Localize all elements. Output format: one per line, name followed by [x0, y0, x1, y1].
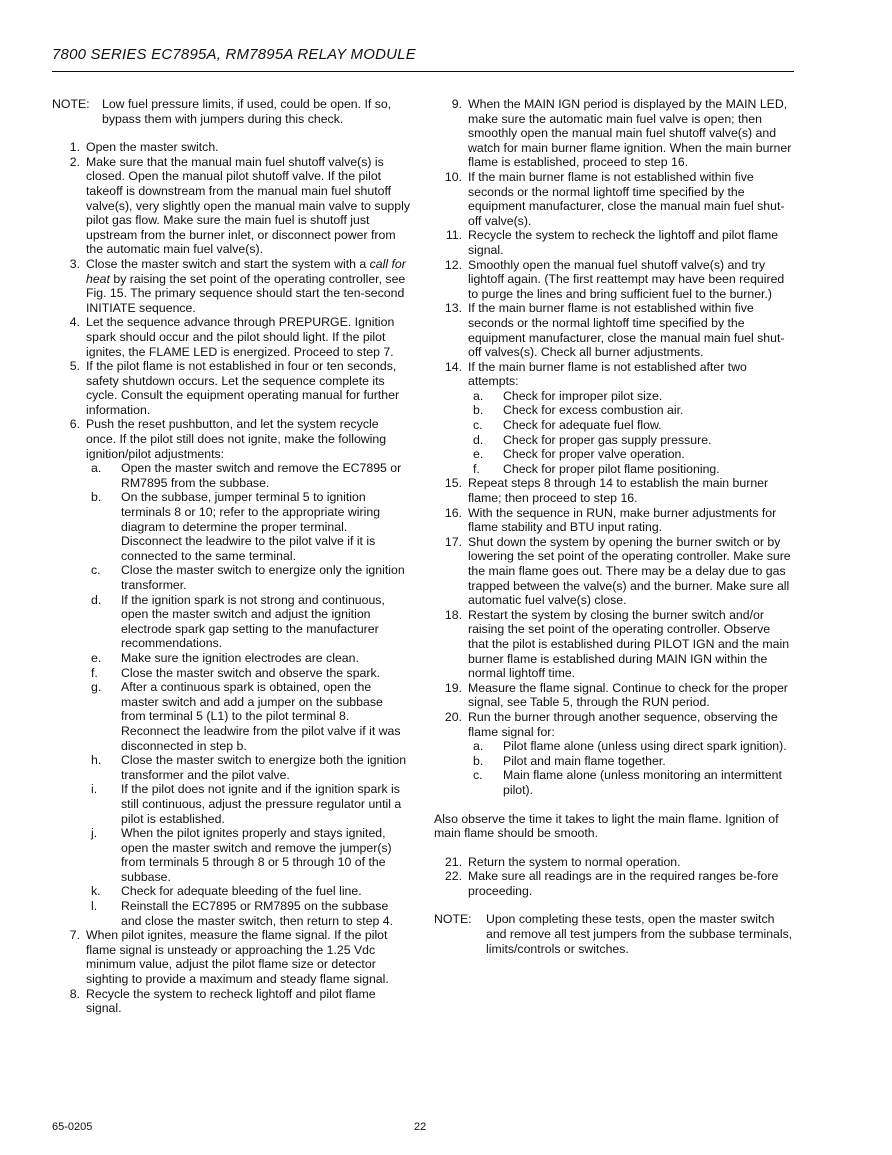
step-text: Make sure that the manual main fuel shutoff valve(s) is closed. Open the manual pilot shutoff valve. If the pilot takeoff is downstream from the manual main fuel shutoff valve(s), very slightly open the manual main valve to supply pilot gas flow. Make sure the main fuel is shutoff just upstream from the burner inlet, or disconnect power from the automatic main fuel valve(s).: [86, 154, 410, 257]
sub-step: [86, 680, 410, 753]
sub-text: If the ignition spark is not strong and continuous, open the master switch and adjust the ignition electrode spark gap setting to the manufacturer recommendations.: [121, 592, 385, 651]
sub-step: [86, 490, 410, 563]
step-text: Push the reset pushbutton, and let the system recycle once. If the pilot still does not ignite, make the following ignition/pilot adjustments:: [86, 417, 387, 461]
step-17: [434, 535, 794, 608]
sub-text: When the pilot ignites properly and stays ignited, open the master switch and remove the jumper(s) from terminals 5 through 8 or 5 through 10 of the subbase.: [121, 826, 392, 884]
footer-doc-number: 65-0205: [52, 1121, 93, 1133]
sub-text: Check for adequate bleeding of the fuel line.: [121, 884, 362, 899]
sub-step: [86, 461, 410, 490]
step-16: [434, 506, 794, 535]
sub-text: Main flame alone (unless monitoring an intermittent pilot).: [503, 768, 782, 797]
sub-step: [468, 447, 794, 462]
step-number: 2.: [69, 154, 80, 169]
sub-text: After a continuous spark is obtained, open the master switch and add a jumper on the subbase from terminal 5 (L1) to the pilot terminal 8. Reconnect the leadwire from the pilot valve if it was disconnected in step b.: [121, 680, 401, 753]
sub-letter: c.: [91, 563, 101, 578]
sub-letter: d.: [91, 592, 102, 607]
page-header: [52, 46, 794, 72]
step-text: Return the system to normal operation.: [468, 854, 681, 869]
step-1: [52, 140, 410, 155]
sub-step: [468, 462, 794, 477]
step-number: 5.: [69, 359, 80, 374]
step-number: 12.: [444, 257, 462, 272]
sub-letter: k.: [91, 884, 101, 899]
note-text: Low fuel pressure limits, if used, could be open. If so, bypass them with jumpers during this check.: [102, 97, 392, 126]
sub-text: Check for improper pilot size.: [503, 388, 663, 403]
sub-text: Pilot flame alone (unless using direct spark ignition).: [503, 739, 787, 754]
sub-step: [468, 433, 794, 448]
step-text-pre: Close the master switch and start the system with a: [86, 256, 370, 271]
step-10: [434, 170, 794, 228]
step-text: Measure the flame signal. Continue to check for the proper signal, see Table 5, through the RUN period.: [468, 680, 788, 710]
note-label: NOTE:: [52, 97, 90, 111]
sub-letter: e.: [91, 650, 102, 665]
step-list-left: [52, 140, 410, 1016]
step-number: 11.: [445, 228, 462, 243]
sub-step: [86, 753, 410, 782]
sub-text: If the pilot does not ignite and if the ignition spark is still continuous, adjust the pressure regulator until a pilot is established.: [121, 782, 402, 826]
step-text: Recycle the system to recheck lightoff and pilot flame signal.: [86, 986, 376, 1016]
step-number: 17.: [444, 534, 462, 549]
sub-step: [468, 389, 794, 404]
step-number: 1.: [69, 140, 80, 155]
sub-step: [468, 768, 794, 797]
step-number: 7.: [69, 928, 80, 943]
sub-step: [86, 593, 410, 651]
sub-text: Close the master switch to energize both the ignition transformer and the pilot valve.: [121, 753, 407, 782]
step-number: 19.: [444, 680, 462, 695]
sub-list-step-6: [86, 461, 410, 928]
step-text: Restart the system by closing the burner switch and/or raising the set point of the operating controller. Observe that the pilot is established during PILOT IGN and the main burner flame is established during MAIN IGN within the normal lightoff time.: [468, 607, 790, 681]
sub-text: Check for excess combustion air.: [503, 403, 684, 418]
sub-text: Check for proper gas supply pressure.: [503, 432, 712, 447]
step-text-post: by raising the set point of the operating controller, see Fig. 15. The primary sequence should start the ten-second INITIATE sequence.: [86, 271, 406, 315]
step-list-right: [434, 97, 794, 798]
step-number: 20.: [444, 709, 462, 724]
sub-letter: a.: [473, 739, 484, 754]
sub-step: [468, 754, 794, 769]
step-text: Open the master switch.: [86, 140, 219, 155]
sub-letter: i.: [91, 782, 98, 797]
step-11: [434, 228, 794, 257]
step-text-emphasis: call for heat: [86, 256, 406, 286]
sub-step: [86, 666, 410, 681]
step-number: 15.: [444, 476, 462, 491]
step-2: [52, 155, 410, 257]
step-body: [86, 417, 410, 928]
step-19: [434, 681, 794, 710]
step-22: [434, 869, 794, 898]
sub-letter: d.: [473, 432, 484, 447]
sub-letter: b.: [473, 753, 484, 768]
step-body: [468, 360, 794, 477]
sub-step: [468, 739, 794, 754]
note-text: Upon completing these tests, open the master switch and remove all test jumpers from the subbase terminals, limits/controls or switches.: [486, 912, 793, 956]
sub-letter: a.: [473, 388, 484, 403]
sub-text: Make sure the ignition electrodes are clean.: [121, 650, 359, 665]
sub-letter: c.: [473, 418, 483, 433]
step-list-final: [434, 855, 794, 899]
sub-letter: f.: [473, 461, 480, 476]
step-7: [52, 928, 410, 986]
step-18: [434, 608, 794, 681]
step-text: Let the sequence advance through PREPURGE. Ignition spark should occur and the pilot should light. If the pilot ignites, the FLAME LED is energized. Proceed to step 7.: [86, 315, 395, 359]
note-label: NOTE:: [434, 912, 472, 927]
footer-page-number: 22: [414, 1121, 427, 1133]
step-text: Shut down the system by opening the burner switch or by lowering the set point of the operating controller. Make sure the main flame goes out. There may be a delay due to gas trapped between the valve(s) and the burner. Make sure all automatic fuel valve(s) close.: [468, 534, 791, 608]
step-number: 21.: [444, 854, 462, 869]
sub-text: Pilot and main flame together.: [503, 753, 666, 768]
step-text: When pilot ignites, measure the flame signal. If the pilot flame signal is unsteady or approaching the 1.25 Vdc minimum value, adjust the pilot flame size or detector sighting to provide a maximum and steady flame signal.: [86, 928, 389, 987]
sub-step: [86, 884, 410, 899]
step-text: Make sure all readings are in the required ranges be-fore proceeding.: [468, 869, 779, 898]
sub-text: Check for proper valve operation.: [503, 447, 685, 462]
sub-text: Close the master switch and observe the spark.: [121, 665, 381, 680]
step-text: When the MAIN IGN period is displayed by the MAIN LED, make sure the automatic main fuel valve is open; then smoothly open the manual main fuel shutoff valve(s) and watch for main burner flame ignition. When the main burner flame is established, proceed to step 16.: [468, 97, 792, 170]
step-text: Run the burner through another sequence, observing the flame signal for:: [468, 709, 778, 739]
sub-step: [86, 826, 410, 884]
sub-step: [86, 651, 410, 666]
sub-text: Check for adequate fuel flow.: [503, 418, 662, 433]
right-column: [434, 97, 794, 970]
sub-letter: f.: [91, 665, 98, 680]
header-title: 7800 SERIES EC7895A, RM7895A RELAY MODULE: [52, 46, 416, 63]
step-number: 3.: [69, 256, 80, 271]
sub-text: Check for proper pilot flame positioning.: [503, 461, 720, 476]
step-text: Recycle the system to recheck the lightoff and pilot flame signal.: [468, 228, 779, 257]
step-text: If the pilot flame is not established in four or ten seconds, safety shutdown occurs. Let the sequence complete its cycle. Consult the equipment operating manual for further information.: [86, 359, 400, 417]
sub-letter: h.: [91, 753, 102, 768]
step-text: Smoothly open the manual fuel shutoff valve(s) and try lightoff again. (The first reattempt may have been required to purge the lines and bring sufficient fuel to the burner.): [468, 257, 785, 301]
step-body: [468, 710, 794, 798]
step-number: 14.: [444, 359, 462, 374]
step-5: [52, 359, 410, 417]
sub-step: [468, 403, 794, 418]
sub-text: Close the master switch to energize only the ignition transformer.: [121, 563, 405, 592]
sub-letter: g.: [91, 680, 102, 695]
step-number: 22.: [444, 869, 462, 884]
sub-letter: e.: [473, 447, 484, 462]
step-21: [434, 855, 794, 870]
sub-letter: b.: [473, 403, 484, 418]
sub-letter: b.: [91, 490, 102, 505]
sub-text: Open the master switch and remove the EC7895 or RM7895 from the subbase.: [121, 461, 402, 490]
step-12: [434, 258, 794, 302]
step-number: 9.: [451, 97, 462, 111]
step-number: 4.: [69, 315, 80, 330]
sub-list-step-20: [468, 739, 794, 797]
step-15: [434, 476, 794, 505]
step-text: [86, 257, 410, 315]
note-bottom: [434, 912, 794, 956]
step-number: 18.: [444, 607, 462, 622]
observation-paragraph: Also observe the time it takes to light the main flame. Ignition of main flame should be smooth.: [434, 811, 779, 841]
sub-letter: c.: [473, 768, 483, 783]
sub-letter: j.: [91, 826, 98, 841]
sub-step: [468, 418, 794, 433]
sub-step: [86, 899, 410, 928]
sub-letter: a.: [91, 461, 102, 476]
step-text: With the sequence in RUN, make burner adjustments for flame stability and BTU input rating.: [468, 505, 777, 535]
sub-step: [86, 563, 410, 592]
sub-text: Reinstall the EC7895 or RM7895 on the subbase and close the master switch, then return to step 4.: [121, 899, 394, 928]
step-6: [52, 417, 410, 928]
step-number: 13.: [444, 301, 462, 316]
step-3: [52, 257, 410, 315]
step-20: [434, 710, 794, 798]
step-number: 8.: [69, 986, 80, 1001]
step-text: If the main burner flame is not established after two attempts:: [468, 359, 747, 389]
left-column: [52, 97, 410, 1016]
step-14: [434, 360, 794, 477]
step-text: If the main burner flame is not established within five seconds or the normal lightoff time specified by the equipment manufacturer, close the manual main fuel shut-off valve(s).: [468, 169, 785, 228]
step-8: [52, 987, 410, 1016]
step-13: [434, 301, 794, 359]
step-number: 16.: [444, 505, 462, 520]
step-4: [52, 315, 410, 359]
step-text: If the main burner flame is not established within five seconds or the normal lightoff time specified by the equipment manufacturer, close the manual main fuel shut-off valves(s). Check all burner adjustments.: [468, 301, 785, 360]
sub-text: On the subbase, jumper terminal 5 to ignition terminals 8 or 10; refer to the appropriate wiring diagram to determine the proper terminal. Disconnect the leadwire to the pilot valve if it is connected to the same terminal.: [121, 490, 381, 563]
sub-letter: l.: [91, 899, 98, 914]
note-top: [52, 97, 410, 126]
sub-step: [86, 782, 410, 826]
step-text: Repeat steps 8 through 14 to establish the main burner flame; then proceed to step 16.: [468, 476, 769, 506]
step-9: [434, 97, 794, 170]
sub-list-step-14: [468, 389, 794, 477]
step-number: 10.: [444, 169, 462, 184]
step-number: 6.: [69, 417, 80, 432]
